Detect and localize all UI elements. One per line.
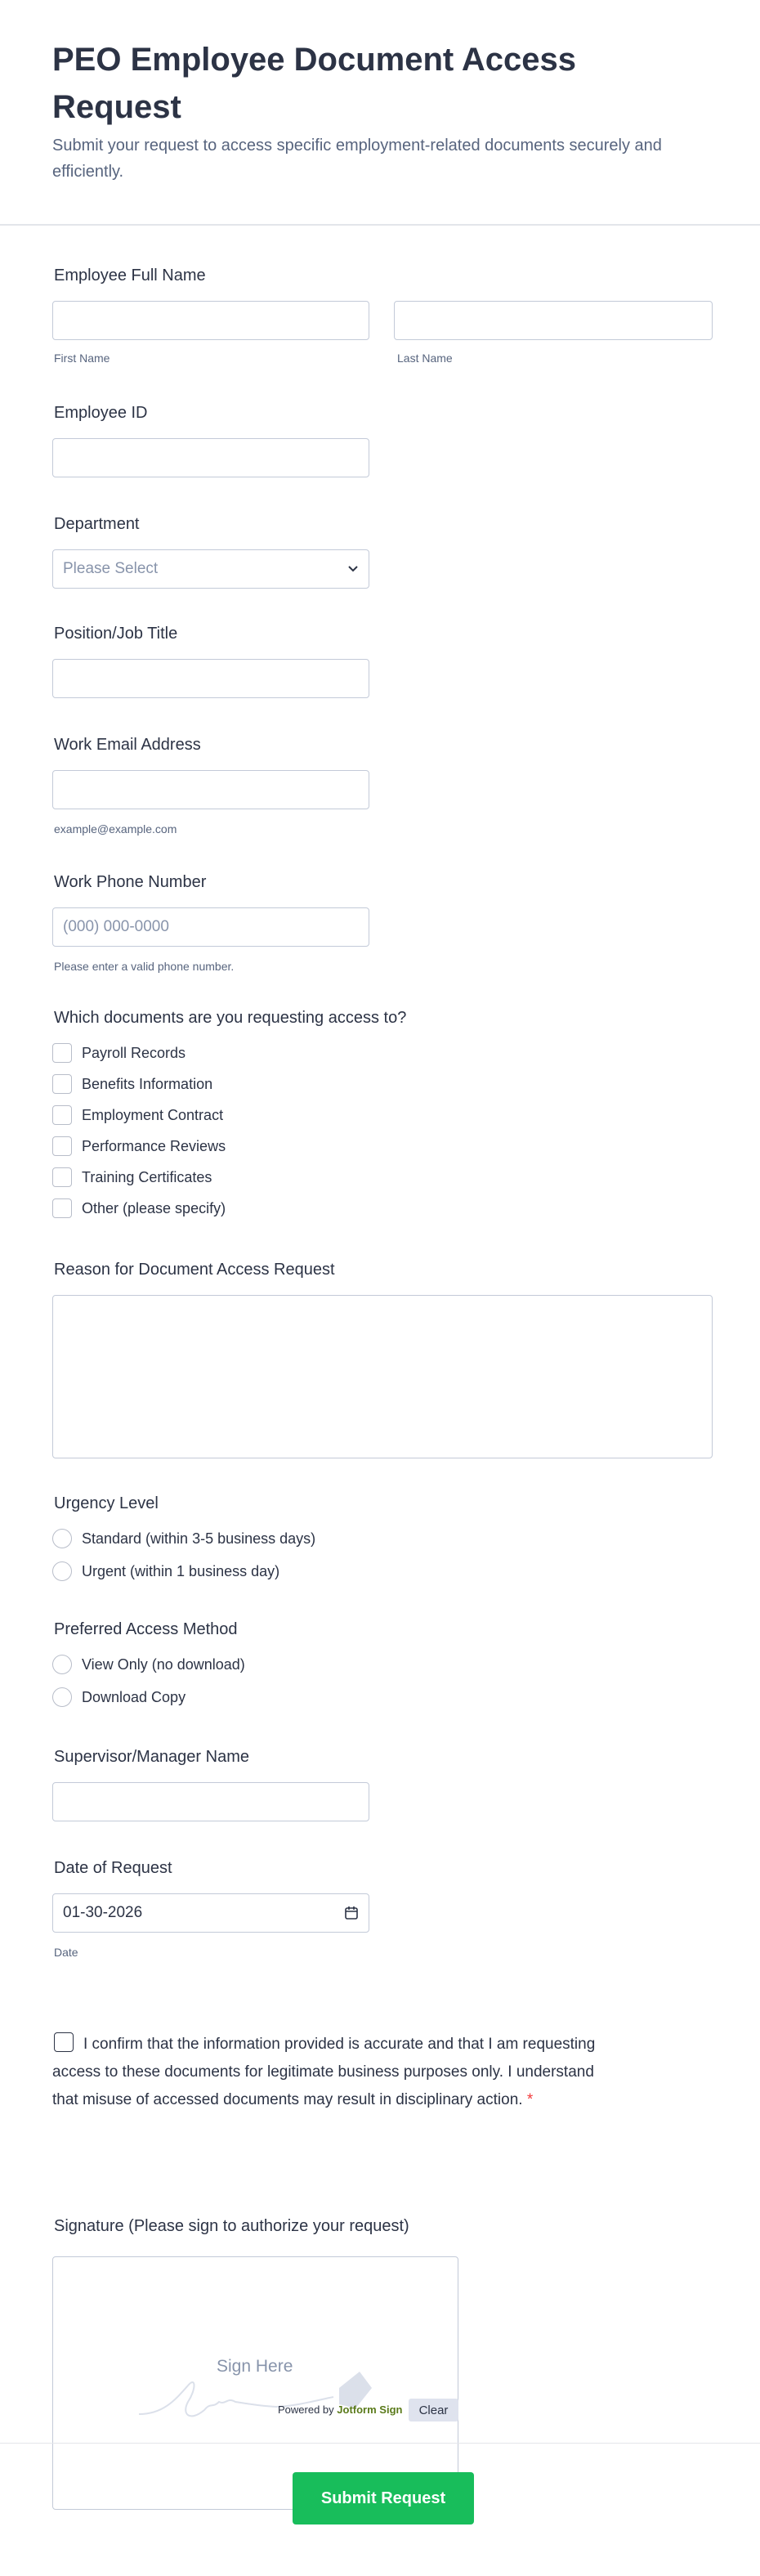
powered-by <box>278 2404 402 2416</box>
page-subtitle: Submit your request to access specific employment-related documents securely and efficiently. <box>52 137 662 181</box>
employee-id-label: Employee ID <box>54 404 148 422</box>
document-option[interactable] <box>52 1043 186 1063</box>
position-input[interactable] <box>52 659 369 698</box>
department-label: Department <box>54 515 140 533</box>
checkbox[interactable] <box>52 1167 72 1187</box>
footer-divider <box>0 2443 760 2444</box>
option-label: Other (please specify) <box>82 1199 226 1216</box>
phone-label: Work Phone Number <box>54 873 207 891</box>
option-label: Payroll Records <box>82 1044 186 1061</box>
option-label: Urgent (within 1 business day) <box>82 1562 280 1579</box>
option-label: Employment Contract <box>82 1106 224 1123</box>
checkbox[interactable] <box>52 1105 72 1125</box>
date-input[interactable] <box>52 1893 369 1933</box>
document-option[interactable] <box>52 1167 212 1187</box>
option-label: Standard (within 3-5 business days) <box>82 1530 316 1547</box>
calendar-icon[interactable] <box>344 1906 359 1920</box>
radio[interactable] <box>52 1687 72 1707</box>
urgency-label: Urgency Level <box>54 1494 159 1512</box>
phone-sublabel: Please enter a valid phone number. <box>54 960 235 973</box>
department-placeholder: Please Select <box>63 560 159 577</box>
checkbox[interactable] <box>52 1074 72 1094</box>
reason-label: Reason for Document Access Request <box>54 1261 335 1279</box>
page-title: PEO Employee Document Access Request <box>52 42 576 125</box>
last-name-input[interactable] <box>394 301 713 340</box>
supervisor-label: Supervisor/Manager Name <box>54 1748 249 1766</box>
jotform-sign-brand: Jotform Sign <box>337 2404 403 2416</box>
chevron-down-icon <box>347 565 359 573</box>
option-label: Training Certificates <box>82 1168 212 1185</box>
clear-signature-button[interactable]: Clear <box>409 2399 458 2421</box>
phone-placeholder: (000) 000-0000 <box>63 918 169 935</box>
first-name-input[interactable] <box>52 301 369 340</box>
radio[interactable] <box>52 1529 72 1548</box>
consent-text <box>52 2031 616 2114</box>
signature-label: Signature (Please sign to authorize your request) <box>54 2217 409 2235</box>
powered-by-text: Powered by <box>278 2404 334 2416</box>
radio[interactable] <box>52 1655 72 1674</box>
document-option[interactable] <box>52 1136 226 1156</box>
documents-label: Which documents are you requesting access to? <box>54 1009 407 1027</box>
date-label: Date of Request <box>54 1859 172 1877</box>
full-name-label: Employee Full Name <box>54 267 206 284</box>
reason-textarea[interactable] <box>52 1295 713 1458</box>
sign-here-placeholder: Sign Here <box>217 2357 293 2376</box>
urgency-option[interactable] <box>52 1561 279 1581</box>
urgency-option[interactable] <box>52 1529 315 1548</box>
access-option[interactable] <box>52 1687 186 1707</box>
email-label: Work Email Address <box>54 736 201 754</box>
option-label: Performance Reviews <box>82 1137 226 1154</box>
option-label: Benefits Information <box>82 1075 213 1092</box>
email-input[interactable] <box>52 770 369 809</box>
supervisor-input[interactable] <box>52 1782 369 1821</box>
document-option[interactable] <box>52 1074 212 1094</box>
access-option[interactable] <box>52 1655 245 1674</box>
email-sublabel: example@example.com <box>54 822 177 836</box>
document-option[interactable] <box>52 1105 223 1125</box>
submit-button[interactable]: Submit Request <box>293 2472 474 2524</box>
date-value: 01-30-2026 <box>63 1904 143 1921</box>
consent-label: I confirm that the information provided is accurate and that I am requesting access to these documents for legitimate business purposes only. I understand that misuse of accessed documents may result in disciplinary action. <box>52 2036 596 2108</box>
divider <box>0 224 760 226</box>
required-asterisk: * <box>526 2091 534 2108</box>
checkbox[interactable] <box>52 1198 72 1218</box>
option-label: Download Copy <box>82 1688 186 1705</box>
document-option[interactable] <box>52 1198 226 1218</box>
access-method-label: Preferred Access Method <box>54 1620 238 1638</box>
date-sublabel: Date <box>54 1946 78 1959</box>
department-select[interactable] <box>52 549 369 589</box>
radio[interactable] <box>52 1561 72 1581</box>
first-name-sublabel: First Name <box>54 352 110 365</box>
position-label: Position/Job Title <box>54 625 178 643</box>
option-label: View Only (no download) <box>82 1655 245 1673</box>
last-name-sublabel: Last Name <box>397 352 453 365</box>
phone-input[interactable] <box>52 907 369 947</box>
checkbox[interactable] <box>52 1136 72 1156</box>
employee-id-input[interactable] <box>52 438 369 477</box>
checkbox[interactable] <box>52 1043 72 1063</box>
